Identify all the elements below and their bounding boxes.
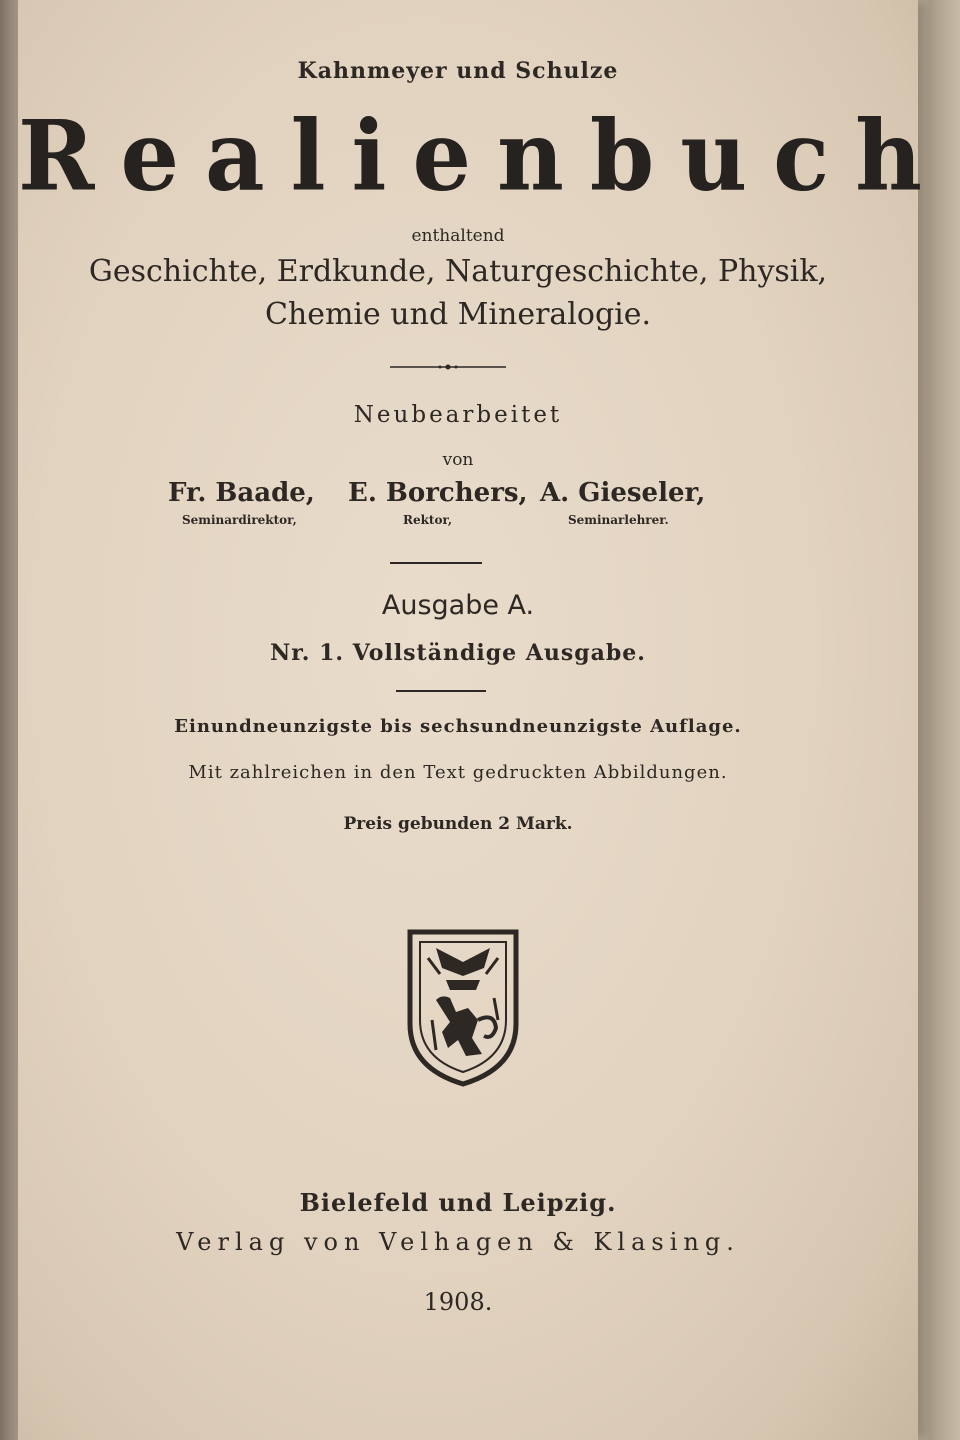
edition-label: Ausgabe A. bbox=[381, 590, 535, 621]
price-label: Preis gebunden 2 Mark. bbox=[343, 814, 573, 834]
illustrations-label: Mit zahlreichen in den Text gedruckten Abbildungen. bbox=[188, 762, 728, 783]
heraldic-eagle-lion-shield-icon bbox=[406, 928, 520, 1088]
publication-place: Bielefeld und Leipzig. bbox=[299, 1188, 617, 1217]
editor-role-3: Seminarlehrer. bbox=[568, 513, 669, 527]
editor-name-1: Fr. Baade, bbox=[168, 478, 315, 508]
editor-role-1: Seminardirektor, bbox=[182, 513, 297, 527]
publisher-name: Verlag von Velhagen & Klasing. bbox=[176, 1228, 740, 1256]
by-label: von bbox=[442, 450, 474, 470]
printing-label: Einundneunzigste bis sechsundneunzigste Auflage. bbox=[174, 716, 742, 737]
book-title: Realienbuch bbox=[18, 99, 949, 213]
containing-label: enthaltend bbox=[411, 226, 505, 246]
divider-rule-2 bbox=[396, 690, 486, 692]
authors-top: Kahnmeyer und Schulze bbox=[297, 58, 619, 84]
editor-role-2: Rektor, bbox=[403, 513, 453, 527]
volume-label: Nr. 1. Vollständige Ausgabe. bbox=[270, 640, 646, 666]
divider-rule-1 bbox=[390, 562, 482, 564]
ornament-divider bbox=[390, 362, 506, 372]
editor-name-2: E. Borchers, bbox=[348, 478, 528, 508]
subjects-line-1: Geschichte, Erdkunde, Naturgeschichte, Physik, bbox=[88, 254, 828, 289]
title-page bbox=[18, 0, 949, 1440]
editor-name-3: A. Gieseler, bbox=[540, 478, 706, 508]
publication-year: 1908. bbox=[423, 1288, 493, 1316]
revised-label: Neubearbeitet bbox=[353, 402, 563, 428]
subjects-line-2: Chemie und Mineralogie. bbox=[264, 297, 652, 332]
